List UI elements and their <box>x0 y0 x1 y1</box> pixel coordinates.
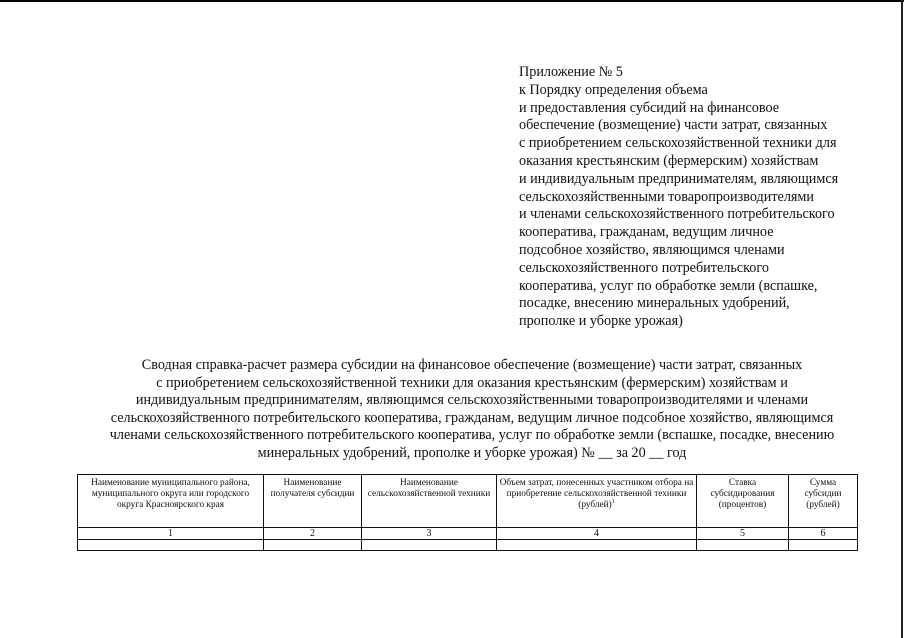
table-header-row <box>78 475 858 528</box>
heading-line: сельскохозяйственного потребительского кооператива, гражданам, ведущим личное подсобное хозяйство, являющимся <box>110 409 834 426</box>
heading-line: с приобретением сельскохозяйственной техники для оказания крестьянским (фермерским) хозяйствам и <box>156 374 788 391</box>
heading-line: членами сельскохозяйственного потребительского кооператива, услуг по обработке земли (вспашке, посадке, внесению <box>109 427 835 444</box>
appendix-line: с приобретением сельскохозяйственной техники для <box>519 135 837 152</box>
heading-line: минеральных удобрений, прополке и уборке урожая) № __ за 20 __ год <box>257 444 687 461</box>
appendix-line: кооператива, гражданам, ведущим личное <box>519 224 774 241</box>
appendix-line: прополке и уборке урожая) <box>519 313 683 330</box>
table-cell <box>789 540 858 551</box>
table-cell <box>362 540 497 551</box>
appendix-line: сельскохозяйственными товаропроизводителями <box>519 188 814 205</box>
table-cell <box>78 540 264 551</box>
column-header: Ставка субсидирования (процентов) <box>697 475 789 528</box>
column-number: 1 <box>78 528 264 540</box>
heading-line: индивидуальным предпринимателям, являющимся сельскохозяйственными товаропроизводителями и членами <box>135 392 809 409</box>
appendix-note <box>519 64 879 331</box>
column-header: Наименование сельскохозяйственной техники <box>362 475 497 528</box>
appendix-line: посадке, внесению минеральных удобрений, <box>519 295 790 312</box>
table-cell <box>697 540 789 551</box>
heading-line: Сводная справка-расчет размера субсидии на финансовое обеспечение (возмещение) части затрат, связанных <box>141 357 803 373</box>
appendix-line: к Порядку определения объема <box>519 81 708 98</box>
column-number: 4 <box>497 528 697 540</box>
table-cell <box>497 540 697 551</box>
appendix-line: и предоставления субсидий на финансовое <box>519 99 780 116</box>
appendix-line: подсобное хозяйство, являющимся членами <box>519 241 785 258</box>
column-number: 6 <box>789 528 858 540</box>
appendix-line: и индивидуальным предпринимателям, являющимся <box>519 170 839 187</box>
right-border-line <box>901 0 903 638</box>
column-number: 2 <box>264 528 362 540</box>
appendix-line: кооператива, услуг по обработке земли (вспашке, <box>519 277 818 294</box>
column-header: Сумма субсидии (рублей) <box>789 475 858 528</box>
footnote-marker: 1 <box>611 498 615 505</box>
top-border-line <box>0 0 904 2</box>
table-cell <box>264 540 362 551</box>
column-header: Наименование муниципального района, муниципального округа или городского округа Красноярского края <box>78 475 264 528</box>
column-number: 3 <box>362 528 497 540</box>
appendix-line: и членами сельскохозяйственного потребительского <box>519 206 835 223</box>
column-header: Объем затрат, понесенных участником отбора на приобретение сельскохозяйственной техники (рублей)$^1$ <box>497 475 697 528</box>
appendix-line: Приложение № 5 <box>519 64 623 80</box>
subsidy-table <box>77 474 858 551</box>
appendix-line: сельскохозяйственного потребительского <box>519 259 769 276</box>
table-row <box>78 540 858 551</box>
column-number: 5 <box>697 528 789 540</box>
column-header: Наименование получателя субсидии <box>264 475 362 528</box>
appendix-line: оказания крестьянским (фермерским) хозяйствам <box>519 152 819 169</box>
column-number-row <box>78 528 858 540</box>
document-heading <box>70 357 874 463</box>
appendix-line: обеспечение (возмещение) части затрат, связанных <box>519 117 828 134</box>
